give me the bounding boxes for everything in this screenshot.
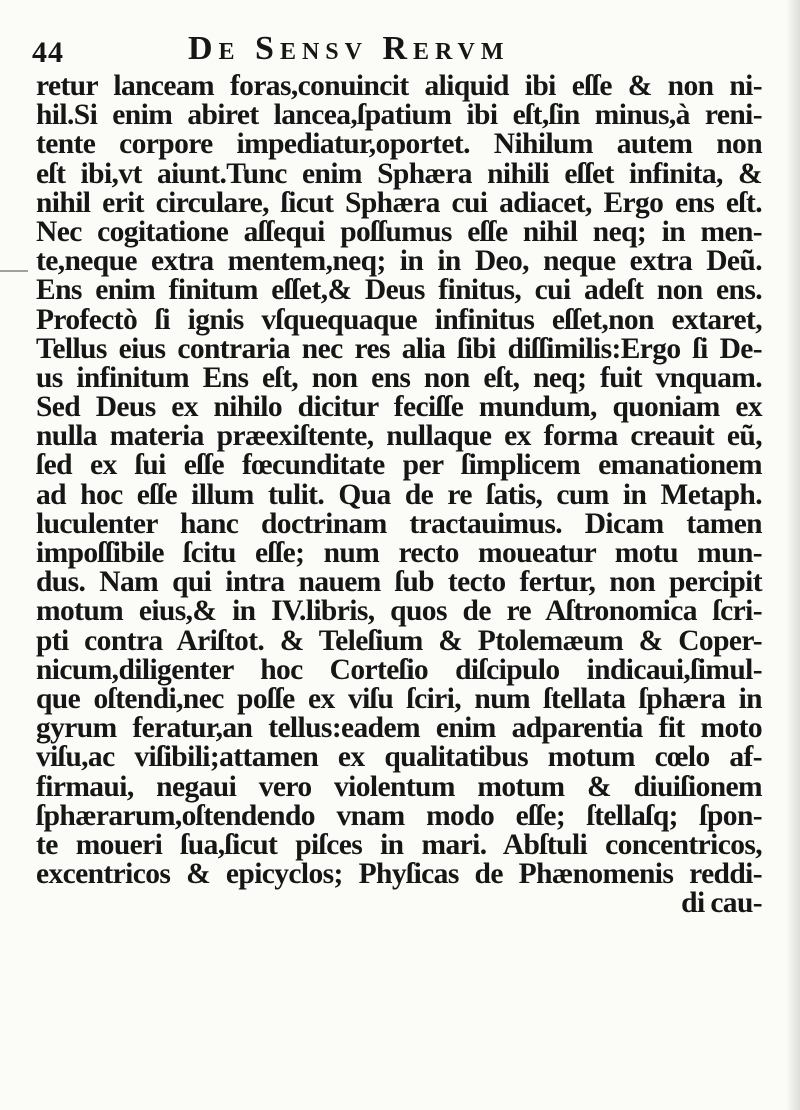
- text-line: nicum,diligenter hoc Corteſio diſcipulo indicaui,ſimul-: [36, 653, 762, 686]
- page-edge-shadow: [786, 0, 800, 1110]
- body-text: [36, 72, 762, 1102]
- text-line: gyrum feratur,an tellus:eadem enim adparentia fit moto: [36, 712, 762, 745]
- catchword-line: di cau-: [681, 887, 762, 920]
- running-title: De Sensv Rervm: [188, 30, 510, 67]
- text-line: Nec cogitatione aſſequi poſſumus eſſe nihil neq; in men-: [36, 215, 762, 248]
- text-line: firmaui, negaui vero violentum motum & diuiſionem: [36, 770, 762, 803]
- text-line: te moueri ſua,ſicut piſces in mari. Abſtuli concentricos,: [36, 828, 762, 861]
- page-header: [0, 28, 800, 72]
- text-line: Ens enim finitum eſſet,& Deus finitus, cui adeſt non ens.: [36, 274, 762, 307]
- text-line: que oſtendi,nec poſſe ex viſu ſciri, num ſtellata ſphæra in: [36, 682, 762, 715]
- text-line: dus. Nam qui intra nauem ſub tecto fertur, non percipit: [36, 566, 762, 599]
- text-line: tente corpore impediatur,oportet. Nihilum autem non: [36, 128, 762, 161]
- text-line: us infinitum Ens eſt, non ens non eſt, neq; fuit vnquam.: [36, 361, 762, 394]
- text-line: ſed ex ſui eſſe fœcunditate per ſimplicem emanationem: [36, 449, 762, 482]
- text-line: luculenter hanc doctrinam tractauimus. Dicam tamen: [36, 507, 762, 540]
- text-line: Tellus eius contraria nec res alia ſibi diſſimilis:Ergo ſi De-: [36, 332, 762, 365]
- text-line: nulla materia præexiſtente, nullaque ex forma creauit eũ,: [36, 420, 762, 453]
- scan-mark: [0, 270, 28, 272]
- text-line: Sed Deus ex nihilo dicitur feciſſe mundum, quoniam ex: [36, 391, 762, 424]
- text-line: pti contra Ariſtot. & Teleſium & Ptolemæum & Coper-: [36, 624, 762, 657]
- text-line: nihil erit circulare, ſicut Sphæra cui adiacet, Ergo ens eſt.: [36, 186, 762, 219]
- text-line: ad hoc eſſe illum tulit. Qua de re ſatis, cum in Metaph.: [36, 478, 762, 511]
- text-line: motum eius,& in IV.libris, quos de re Aſtronomica ſcri-: [36, 595, 762, 628]
- text-line: Profectò ſi ignis vſquequaque infinitus eſſet,non extaret,: [36, 303, 762, 336]
- text-line: te,neque extra mentem,neq; in in Deo, neque extra Deũ.: [36, 245, 762, 278]
- text-line: impoſſibile ſcitu eſſe; num recto moueatur motu mun-: [36, 537, 762, 569]
- text-line: retur lanceam foras,conuincit aliquid ibi eſſe & non ni-: [36, 70, 762, 102]
- text-line: ſphærarum,oſtendendo vnam modo eſſe; ſtellaſq; ſpon-: [36, 799, 762, 832]
- text-line: viſu,ac viſibili;attamen ex qualitatibus motum cœlo af-: [36, 741, 762, 774]
- page-number: 44: [32, 36, 64, 69]
- text-line: eſt ibi,vt aiunt.Tunc enim Sphæra nihili eſſet infinita, &: [36, 157, 762, 190]
- text-line: hil.Si enim abiret lancea,ſpatium ibi eſt,ſin minus,à reni-: [36, 99, 762, 132]
- text-line: excentricos & epicyclos; Phyſicas de Phænomenis reddi-: [36, 858, 762, 891]
